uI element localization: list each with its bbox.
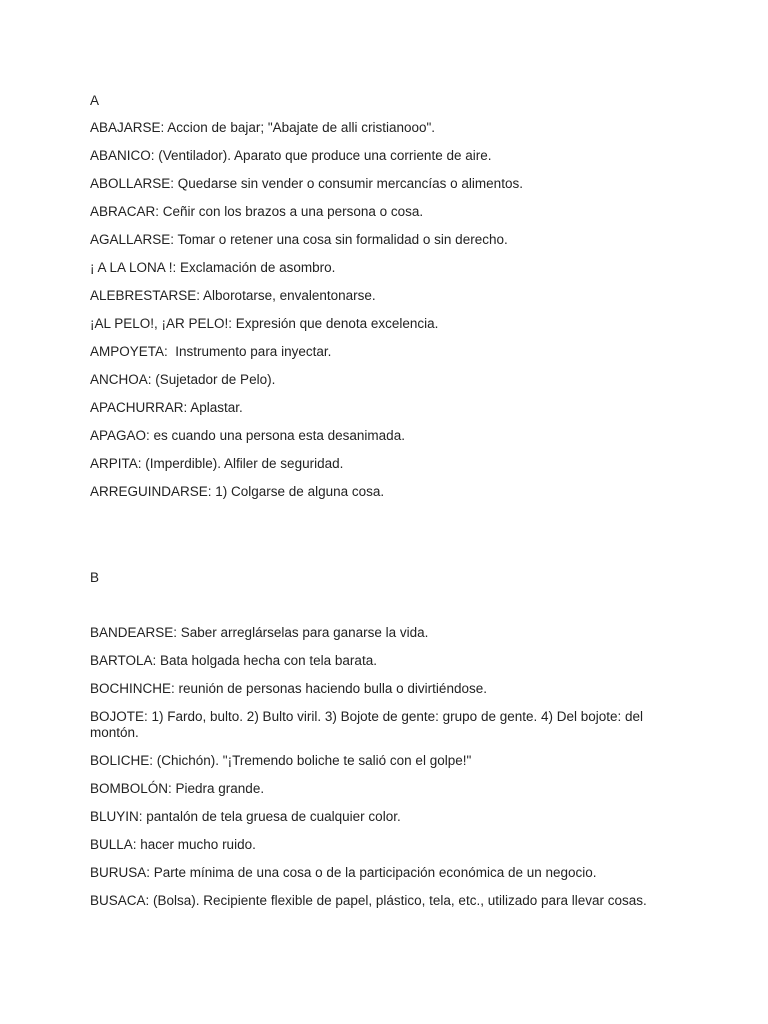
glossary-entry: ABRACAR: Ceñir con los brazos a una persona o cosa. [90, 204, 424, 219]
glossary-entry: AMPOYETA: Instrumento para inyectar. [90, 344, 332, 359]
glossary-entry: ARREGUINDARSE: 1) Colgarse de alguna cosa. [90, 484, 385, 499]
glossary-entry: ABAJARSE: Accion de bajar; "Abajate de alli cristianooo". [90, 120, 436, 135]
glossary-entry: BUSACA: (Bolsa). Recipiente flexible de papel, plástico, tela, etc., utilizado para llevar cosas. [90, 893, 647, 908]
glossary-entry: ALEBRESTARSE: Alborotarse, envalentonarse. [90, 288, 376, 303]
glossary-entry: BOJOTE: 1) Fardo, bulto. 2) Bulto viril. 3) Bojote de gente: grupo de gente. 4) Del bojote: del montón. [90, 709, 647, 740]
glossary-entry: BOMBOLÓN: Piedra grande. [90, 781, 265, 796]
section-letter-heading: A [90, 93, 100, 108]
glossary-entry: BANDEARSE: Saber arreglárselas para ganarse la vida. [90, 625, 429, 640]
section-a [90, 92, 690, 512]
glossary-entry: BURUSA: Parte mínima de una cosa o de la participación económica de un negocio. [90, 865, 597, 880]
glossary-entry: ABOLLARSE: Quedarse sin vender o consumir mercancías o alimentos. [90, 176, 523, 191]
glossary-entry: BULLA: hacer mucho ruido. [90, 837, 256, 852]
glossary-entry: BOCHINCHE: reunión de personas haciendo bulla o divirtiéndose. [90, 681, 487, 696]
glossary-entry: ¡AL PELO!, ¡AR PELO!: Expresión que denota excelencia. [90, 316, 439, 331]
glossary-entry: BARTOLA: Bata holgada hecha con tela barata. [90, 653, 377, 668]
glossary-entry: ANCHOA: (Sujetador de Pelo). [90, 372, 276, 387]
glossary-entry: APACHURRAR: Aplastar. [90, 400, 243, 415]
section-b [90, 569, 690, 921]
glossary-entry: ABANICO: (Ventilador). Aparato que produce una corriente de aire. [90, 148, 492, 163]
glossary-entry: APAGAO: es cuando una persona esta desanimada. [90, 428, 405, 443]
glossary-entry: BOLICHE: (Chichón). "¡Tremendo boliche te salió con el golpe!" [90, 753, 472, 768]
glossary-entry: ¡ A LA LONA !: Exclamación de asombro. [90, 260, 336, 275]
glossary-entry: ARPITA: (Imperdible). Alfiler de seguridad. [90, 456, 344, 471]
section-letter-heading: B [90, 570, 100, 585]
glossary-entry: BLUYIN: pantalón de tela gruesa de cualquier color. [90, 809, 401, 824]
glossary-entry: AGALLARSE: Tomar o retener una cosa sin formalidad o sin derecho. [90, 232, 508, 247]
